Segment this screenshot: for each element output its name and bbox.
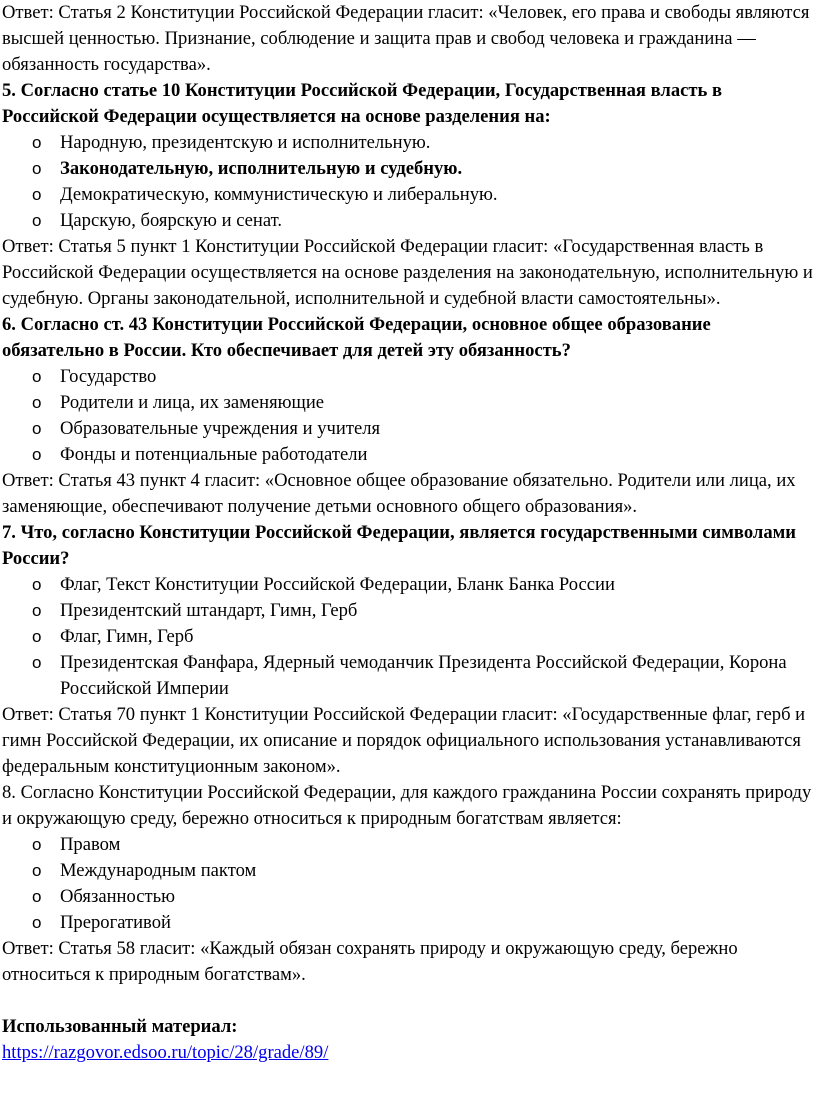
question-5-section xyxy=(2,78,816,312)
bullet-icon: o xyxy=(32,445,42,464)
option-text: Президентская Фанфара, Ядерный чемоданчик Президента Российской Федерации, Корона Российской Империи xyxy=(60,652,787,699)
section-spacer xyxy=(2,988,816,1014)
option-text: Президентский штандарт, Гимн, Герб xyxy=(60,600,358,621)
sources-title: Использованный материал: xyxy=(2,1016,238,1037)
option-text: Прерогативой xyxy=(60,912,171,933)
question-6-text: 6. Согласно ст. 43 Конституции Российской Федерации, основное общее образование обязательно в России. Кто обеспечивает для детей эту обязанность? xyxy=(2,314,711,361)
question-6-section xyxy=(2,312,816,520)
bullet-icon: o xyxy=(32,601,42,620)
list-item xyxy=(2,832,816,858)
list-item xyxy=(2,364,816,390)
option-text: Законодательную, исполнительную и судебную. xyxy=(60,158,463,179)
question-8-text: 8. Согласно Конституции Российской Федерации, для каждого гражданина России сохранять природу и окружающую среду, бережно относиться к природным богатствам является: xyxy=(2,782,812,829)
list-item xyxy=(2,650,816,702)
bullet-icon: o xyxy=(32,133,42,152)
question-8-options xyxy=(2,832,816,936)
bullet-icon: o xyxy=(32,887,42,906)
question-5-options xyxy=(2,130,816,234)
list-item xyxy=(2,858,816,884)
bullet-icon: o xyxy=(32,393,42,412)
option-text: Флаг, Гимн, Герб xyxy=(60,626,194,647)
option-text: Родители и лица, их заменяющие xyxy=(60,392,325,413)
source-link[interactable]: https://razgovor.edsoo.ru/topic/28/grade/89/ xyxy=(2,1042,329,1063)
bullet-icon: o xyxy=(32,627,42,646)
list-item xyxy=(2,624,816,650)
question-5-text: 5. Согласно статье 10 Конституции Российской Федерации, Государственная власть в Российской Федерации осуществляется на основе разделения на: xyxy=(2,80,723,127)
option-text: Международным пактом xyxy=(60,860,257,881)
bullet-icon: o xyxy=(32,835,42,854)
bullet-icon: o xyxy=(32,211,42,230)
question-7-options xyxy=(2,572,816,702)
list-item xyxy=(2,910,816,936)
question-7-answer: Ответ: Статья 70 пункт 1 Конституции Российской Федерации гласит: «Государственные флаг, герб и гимн Российской Федерации, их описание и порядок официального использования устанавливаются федеральным конституционным законом». xyxy=(2,704,806,777)
bullet-icon: o xyxy=(32,185,42,204)
option-text: Фонды и потенциальные работодатели xyxy=(60,444,368,465)
bullet-icon: o xyxy=(32,575,42,594)
sources-section xyxy=(2,1014,816,1066)
bullet-icon: o xyxy=(32,653,42,672)
option-text: Царскую, боярскую и сенат. xyxy=(60,210,283,231)
question-6-answer: Ответ: Статья 43 пункт 4 гласит: «Основное общее образование обязательно. Родители или лица, их заменяющие, обеспечивают получение детьми основного общего образования». xyxy=(2,470,796,517)
list-item xyxy=(2,416,816,442)
list-item xyxy=(2,208,816,234)
list-item xyxy=(2,598,816,624)
option-text: Народную, президентскую и исполнительную. xyxy=(60,132,431,153)
list-item xyxy=(2,442,816,468)
question-5-answer: Ответ: Статья 5 пункт 1 Конституции Российской Федерации гласит: «Государственная власть в Российской Федерации осуществляется на основе разделения на законодательную, исполнительную и судебную. Органы законодательной, исполнительной и судебной власти самостоятельны». xyxy=(2,236,813,309)
bullet-icon: o xyxy=(32,419,42,438)
option-text: Флаг, Текст Конституции Российской Федерации, Бланк Банка России xyxy=(60,574,615,595)
list-item xyxy=(2,884,816,910)
list-item xyxy=(2,390,816,416)
list-item-correct xyxy=(2,156,816,182)
option-text: Обязанностью xyxy=(60,886,175,907)
question-8-section xyxy=(2,780,816,988)
question-7-section xyxy=(2,520,816,780)
list-item xyxy=(2,572,816,598)
bullet-icon: o xyxy=(32,367,42,386)
list-item xyxy=(2,130,816,156)
intro-answer: Ответ: Статья 2 Конституции Российской Федерации гласит: «Человек, его права и свободы являются высшей ценностью. Признание, соблюдение и защита прав и свобод человека и гражданина — обязанность государства». xyxy=(2,2,810,75)
list-item xyxy=(2,182,816,208)
question-6-options xyxy=(2,364,816,468)
option-text: Государство xyxy=(60,366,157,387)
option-text: Образовательные учреждения и учителя xyxy=(60,418,381,439)
bullet-icon: o xyxy=(32,159,42,178)
bullet-icon: o xyxy=(32,913,42,932)
bullet-icon: o xyxy=(32,861,42,880)
question-8-answer: Ответ: Статья 58 гласит: «Каждый обязан сохранять природу и окружающую среду, бережно относиться к природным богатствам». xyxy=(2,938,738,985)
option-text: Демократическую, коммунистическую и либеральную. xyxy=(60,184,498,205)
option-text: Правом xyxy=(60,834,121,855)
question-7-text: 7. Что, согласно Конституции Российской Федерации, является государственными символами России? xyxy=(2,522,796,569)
